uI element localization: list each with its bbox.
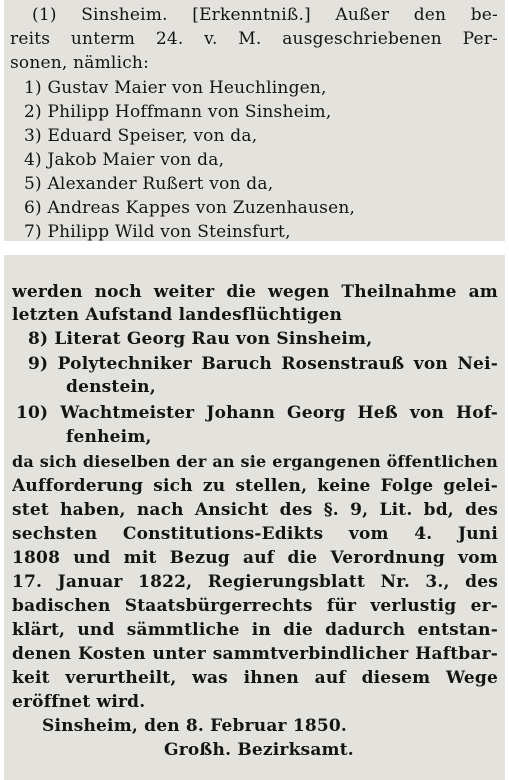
text-line: sonen, nämlich: [10,53,149,73]
text-line: (1) Sinsheim. [Erkenntniß.] Außer den be- [32,5,498,25]
list-item: 1) Gustav Maier von Heuchlingen, [24,78,327,98]
text-line: badischen Staatsbürgerrechts für verlustig er- [12,596,498,616]
text-line: eröffnet wird. [12,692,146,712]
text-line: Aufforderung sich zu stellen, keine Folge gelei- [12,476,498,496]
signature-line: Großh. Bezirksamt. [164,740,354,760]
top-clipping [4,0,505,241]
text-line: reits unterm 24. v. M. ausgeschriebenen Per- [10,29,498,49]
list-item: 4) Jakob Maier von da, [24,150,225,170]
text-line: denstein, [66,377,156,397]
text-line: keit verurtheilt, was ihnen auf diesem Wege [12,668,498,688]
text-line: werden noch weiter die wegen Theilnahme am [12,282,498,302]
list-item: 5) Alexander Rußert von da, [24,174,274,194]
list-item: 2) Philipp Hoffmann von Sinsheim, [24,102,332,122]
list-item: 7) Philipp Wild von Steinsfurt, [24,222,291,241]
list-item: 8) Literat Georg Rau von Sinsheim, [28,329,373,349]
text-line: denen Kosten unter sammtverbindlicher Haftbar- [12,644,498,664]
text-line: da sich dieselben der an sie ergangenen öffentlichen [12,452,498,471]
list-item: 9) Polytechniker Baruch Rosenstrauß von Nei- [28,354,498,374]
text-line: klärt, und sämmtliche in die dadurch entstan- [12,620,498,640]
text-line: letzten Aufstand landesflüchtigen [12,305,343,325]
text-line: sechsten Constitutions-Edikts vom 4. Juni [12,524,498,544]
date-line: Sinsheim, den 8. Februar 1850. [42,716,348,736]
text-line: fenheim, [66,427,152,447]
bottom-clipping [4,255,505,780]
text-line: stet haben, nach Ansicht des §. 9, Lit. bd, des [12,500,498,520]
list-item: 3) Eduard Speiser, von da, [24,126,258,146]
text-line: 17. Januar 1822, Regierungsblatt Nr. 3., des [12,572,498,592]
list-item: 6) Andreas Kappes von Zuzenhausen, [24,198,356,218]
list-item: 10) Wachtmeister Johann Georg Heß von Hof- [16,403,498,423]
text-line: 1808 und mit Bezug auf die Verordnung vom [12,548,498,568]
